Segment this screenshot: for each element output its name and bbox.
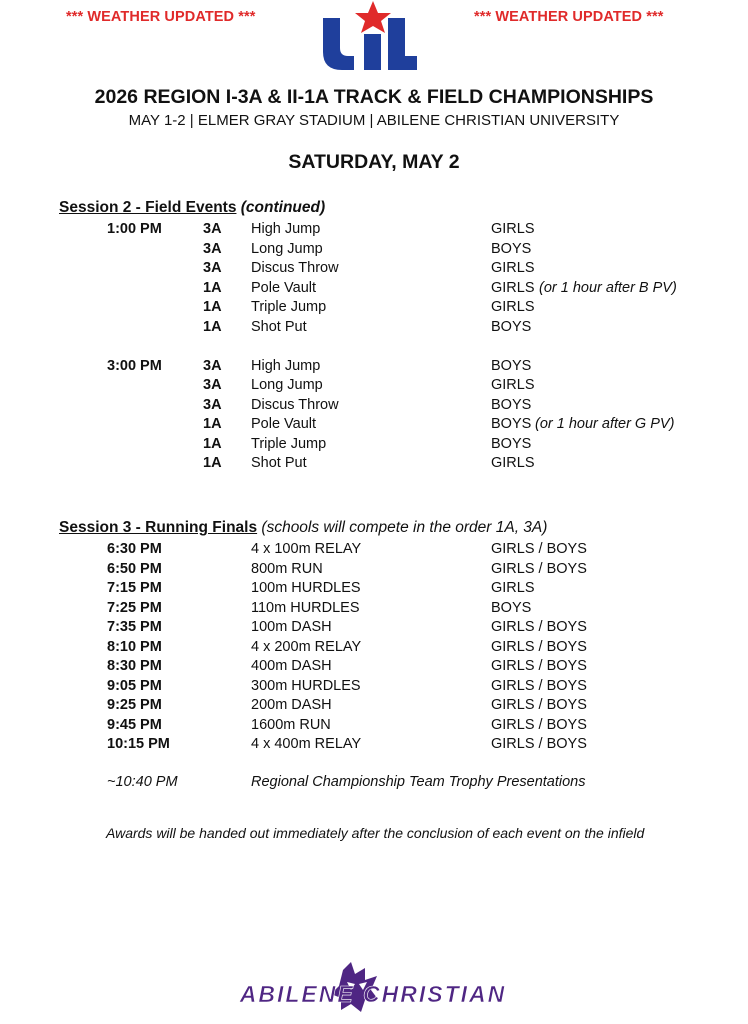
final-time: 6:30 PM bbox=[107, 541, 162, 557]
day-heading: SATURDAY, MAY 2 bbox=[288, 151, 460, 173]
table-row bbox=[0, 736, 748, 756]
event-class: 1A bbox=[203, 279, 222, 296]
acu-logo-text: ABILENE CHRISTIAN bbox=[239, 981, 507, 1007]
event-gender: BOYS bbox=[491, 357, 532, 374]
session-3-heading bbox=[59, 519, 547, 537]
session-2-heading bbox=[59, 199, 325, 217]
event-gender: GIRLS bbox=[491, 455, 535, 471]
final-event: 100m DASH bbox=[251, 619, 332, 635]
table-row bbox=[0, 600, 748, 620]
event-class: 1A bbox=[203, 318, 222, 335]
trophy-time: ~10:40 PM bbox=[107, 774, 178, 790]
session-2-note: (continued) bbox=[240, 199, 326, 216]
final-gender: GIRLS / BOYS bbox=[491, 658, 587, 674]
table-row bbox=[0, 619, 748, 639]
page-subtitle: MAY 1-2 | ELMER GRAY STADIUM | ABILENE CHRISTIAN UNIVERSITY bbox=[128, 112, 620, 129]
event-gender: GIRLS bbox=[491, 279, 535, 296]
final-event: 400m DASH bbox=[251, 658, 332, 674]
table-row bbox=[0, 639, 748, 659]
event-gender: GIRLS bbox=[491, 299, 535, 315]
final-event: 100m HURDLES bbox=[251, 580, 361, 596]
table-row bbox=[0, 299, 748, 319]
event-name: Pole Vault bbox=[251, 416, 317, 432]
event-name: Triple Jump bbox=[251, 299, 327, 315]
final-time: 7:35 PM bbox=[107, 619, 162, 635]
final-time: 7:15 PM bbox=[107, 580, 162, 596]
event-time: 1:00 PM bbox=[107, 221, 162, 237]
event-class: 1A bbox=[203, 416, 222, 432]
table-row bbox=[0, 717, 748, 737]
final-time: 10:15 PM bbox=[107, 736, 170, 752]
table-row bbox=[0, 678, 748, 698]
final-gender: GIRLS / BOYS bbox=[491, 697, 587, 713]
session-3-note: (schools will compete in the order 1A, 3A) bbox=[261, 519, 548, 536]
event-gender: BOYS bbox=[491, 435, 532, 452]
event-gender: BOYS bbox=[491, 240, 532, 257]
event-class: 1A bbox=[203, 299, 222, 315]
final-gender: GIRLS / BOYS bbox=[491, 716, 587, 733]
session-3-title: Session 3 - Running Finals bbox=[59, 519, 258, 536]
final-time: 9:25 PM bbox=[107, 697, 162, 713]
final-time: 8:10 PM bbox=[107, 638, 162, 655]
event-class: 3A bbox=[203, 221, 222, 237]
event-name: Long Jump bbox=[251, 240, 323, 257]
table-row bbox=[0, 658, 748, 678]
table-row bbox=[0, 436, 748, 456]
table-row bbox=[0, 697, 748, 717]
final-event: 4 x 100m RELAY bbox=[251, 541, 362, 557]
final-event: 800m RUN bbox=[251, 560, 323, 577]
trophy-text: Regional Championship Team Trophy Presentations bbox=[251, 774, 586, 790]
event-class: 1A bbox=[203, 435, 222, 452]
final-gender: GIRLS bbox=[491, 580, 535, 596]
final-time: 9:45 PM bbox=[107, 716, 162, 733]
table-row bbox=[0, 561, 748, 581]
event-time: 3:00 PM bbox=[107, 357, 162, 374]
event-gender: BOYS bbox=[491, 318, 532, 335]
event-class: 3A bbox=[203, 260, 222, 276]
final-event: 110m HURDLES bbox=[251, 599, 360, 616]
event-name: Shot Put bbox=[251, 455, 307, 471]
awards-note: Awards will be handed out immediately after the conclusion of each event on the infield bbox=[106, 825, 645, 841]
final-time: 6:50 PM bbox=[107, 560, 162, 577]
final-time: 8:30 PM bbox=[107, 658, 162, 674]
final-event: 200m DASH bbox=[251, 697, 332, 713]
table-row bbox=[0, 241, 748, 261]
event-name: Long Jump bbox=[251, 377, 323, 393]
final-gender: GIRLS / BOYS bbox=[491, 541, 587, 557]
event-name: Pole Vault bbox=[251, 279, 317, 296]
event-class: 3A bbox=[203, 357, 222, 374]
event-gender: GIRLS bbox=[491, 260, 535, 276]
event-note: (or 1 hour after G PV) bbox=[535, 416, 675, 432]
table-row bbox=[0, 397, 748, 417]
final-gender: GIRLS / BOYS bbox=[491, 619, 587, 635]
final-gender: BOYS bbox=[491, 599, 532, 616]
final-event: 300m HURDLES bbox=[251, 677, 361, 694]
event-name: High Jump bbox=[251, 221, 321, 237]
event-gender: BOYS bbox=[491, 416, 532, 432]
final-event: 4 x 200m RELAY bbox=[251, 638, 362, 655]
final-gender: GIRLS / BOYS bbox=[491, 677, 587, 694]
event-name: Discus Throw bbox=[251, 396, 339, 413]
page-title: 2026 REGION I-3A & II-1A TRACK & FIELD CHAMPIONSHIPS bbox=[94, 86, 654, 108]
final-gender: GIRLS / BOYS bbox=[491, 560, 587, 577]
event-gender: GIRLS bbox=[491, 221, 535, 237]
table-row bbox=[0, 541, 748, 561]
table-row bbox=[0, 260, 748, 280]
event-class: 1A bbox=[203, 455, 222, 471]
table-row bbox=[0, 358, 748, 378]
table-row bbox=[0, 221, 748, 241]
event-name: Shot Put bbox=[251, 318, 307, 335]
event-note: (or 1 hour after B PV) bbox=[539, 279, 677, 296]
table-row bbox=[0, 455, 748, 475]
final-time: 7:25 PM bbox=[107, 599, 162, 616]
table-row bbox=[0, 319, 748, 339]
weather-banner-left: *** WEATHER UPDATED *** bbox=[66, 9, 256, 25]
event-name: High Jump bbox=[251, 357, 321, 374]
table-row bbox=[0, 580, 748, 600]
weather-banner-right: *** WEATHER UPDATED *** bbox=[474, 9, 664, 25]
event-gender: BOYS bbox=[491, 396, 532, 413]
final-time: 9:05 PM bbox=[107, 677, 162, 694]
event-class: 3A bbox=[203, 240, 222, 257]
table-row bbox=[0, 377, 748, 397]
event-name: Discus Throw bbox=[251, 260, 339, 276]
final-gender: GIRLS / BOYS bbox=[491, 638, 587, 655]
session-2-title: Session 2 - Field Events bbox=[59, 199, 237, 216]
event-class: 3A bbox=[203, 377, 222, 393]
final-event: 1600m RUN bbox=[251, 716, 331, 733]
final-gender: GIRLS / BOYS bbox=[491, 736, 587, 752]
event-gender: GIRLS bbox=[491, 377, 535, 393]
uil-logo-icon bbox=[318, 0, 418, 72]
event-name: Triple Jump bbox=[251, 435, 327, 452]
event-class: 3A bbox=[203, 396, 222, 413]
final-event: 4 x 400m RELAY bbox=[251, 736, 362, 752]
abilene-christian-logo bbox=[205, 960, 541, 1016]
texas-icon bbox=[340, 32, 358, 54]
table-row bbox=[0, 416, 748, 436]
table-row bbox=[0, 280, 748, 300]
star-icon bbox=[355, 1, 391, 33]
